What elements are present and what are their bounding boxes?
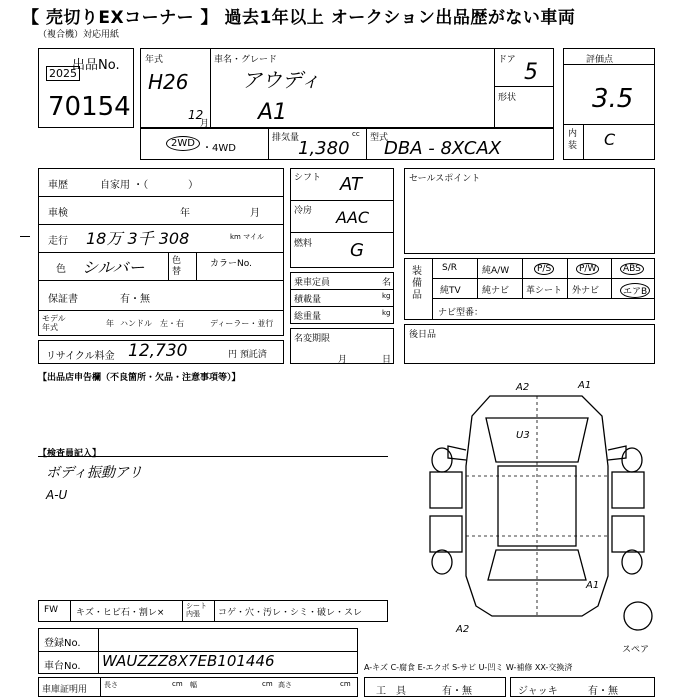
- mileage-units: km マイル: [230, 233, 264, 241]
- inspector-line1: ボディ振動アリ: [46, 465, 143, 481]
- history-options: 自家用 ・（ ）: [100, 180, 199, 191]
- drive-4wd: ・4WD: [202, 143, 236, 154]
- shift-label: シフト: [294, 173, 322, 183]
- tools-label: 工 具: [376, 686, 406, 697]
- navi-label: ナビ型番：: [438, 308, 484, 318]
- car-diagram: [412, 376, 662, 636]
- header-subnote: （複合機）対応用紙: [38, 30, 120, 40]
- inspection-year: 年: [180, 208, 190, 219]
- score-value: 3.5: [592, 84, 634, 114]
- color-no-label: カラーNo.: [210, 259, 252, 269]
- mileage-label: 走行: [48, 236, 68, 247]
- score-label: 評価点: [586, 55, 614, 65]
- equip-item: エアB: [620, 283, 650, 298]
- seat-label: シート内張: [186, 602, 207, 618]
- reg-label: 登録No.: [44, 638, 81, 649]
- vin-value: WAUZZZ8X7EB101446: [102, 652, 275, 670]
- warranty-value: 有・無: [120, 294, 150, 305]
- warranty-label: 保証書: [48, 294, 78, 305]
- inspector-line2: A-U: [46, 488, 68, 502]
- color-change: 色替: [172, 256, 182, 277]
- equip-item: 外ナビ: [572, 286, 600, 296]
- displacement-label: 排気量: [272, 133, 300, 143]
- model-value: DBA - 8XCAX: [384, 138, 502, 159]
- grade-value: A1: [258, 100, 288, 125]
- mileage-value: 18万 3千 308: [86, 229, 190, 248]
- diagram-mark: A2: [516, 382, 530, 393]
- equip-item: P/S: [534, 263, 554, 275]
- recycle-unit: 円 預託済: [228, 350, 267, 360]
- equip-item: 純ナビ: [482, 286, 510, 296]
- width-label: 幅: [190, 681, 197, 689]
- equip-item: S/R: [442, 263, 457, 273]
- capacity-unit: 名: [382, 278, 392, 288]
- lot-year-tag: 2025: [46, 66, 80, 81]
- self-report-label: 【出品店申告欄（不良箇所・欠品・注意事項等）】: [38, 373, 241, 383]
- dealer-label: ディーラー・並行: [210, 319, 274, 328]
- displacement-unit: cc: [352, 130, 360, 138]
- load-unit: kg: [382, 292, 391, 300]
- sales-points-label: セールスポイント: [409, 174, 481, 184]
- doors-label: ドア: [498, 55, 516, 65]
- model-year-label: モデル年式: [42, 314, 66, 332]
- seat-value: コゲ・穴・汚レ・シミ・破レ・スレ: [218, 608, 363, 618]
- recycle-value: 12,730: [128, 341, 188, 361]
- rename-month: 月: [338, 355, 348, 365]
- diagram-mark: A2: [456, 624, 470, 635]
- arrival-label: 後日品: [409, 330, 437, 340]
- color-label: 色: [56, 264, 66, 275]
- capacity-label: 乗車定員: [294, 278, 331, 288]
- model-year-unit: 年: [106, 319, 114, 328]
- defect-legend: A-キズ C-腐食 E-エクボ S-サビ U-凹ミ W-補修 XX-交換済: [364, 663, 573, 672]
- load-label: 積載量: [294, 295, 322, 305]
- aircon-label: 冷房: [294, 206, 313, 216]
- inspection-label: 車検: [48, 208, 68, 219]
- inspection-month: 月: [250, 208, 260, 219]
- inspector-label: 【検査員記入】: [38, 449, 102, 459]
- equip-item: 革シート: [526, 286, 563, 296]
- equip-item: 純A/W: [482, 266, 510, 276]
- gross-unit: kg: [382, 309, 391, 317]
- fw-label: FW: [44, 605, 59, 615]
- handle-value: 左・右: [160, 319, 184, 328]
- shift-value: AT: [340, 174, 362, 195]
- jack-label: ジャッキ: [518, 686, 558, 697]
- fw-value: キズ・ヒビ石・割レ×: [76, 608, 165, 618]
- diagram-mark: A1: [586, 580, 600, 591]
- color-value: シルバー: [82, 258, 145, 277]
- history-label: 車歴: [48, 180, 68, 191]
- spare-label: スペア: [622, 645, 650, 655]
- model-label: 型式: [370, 133, 389, 143]
- tools-value: 有・無: [442, 686, 472, 697]
- length-label: 長さ: [104, 681, 118, 689]
- displacement-value: 1,380: [298, 138, 350, 159]
- equip-label: 装備品: [412, 266, 422, 301]
- year-label: 年式: [145, 55, 164, 65]
- equip-item: P/W: [576, 263, 599, 275]
- vin-label: 車台No.: [44, 661, 81, 672]
- gross-label: 総重量: [294, 312, 322, 322]
- jack-value: 有・無: [588, 686, 618, 697]
- drive-2wd: 2WD: [166, 136, 200, 151]
- month-value: 12: [188, 108, 204, 122]
- doors-value: 5: [524, 60, 538, 85]
- length-cm: cm: [172, 680, 183, 688]
- name-value: アウディ: [242, 68, 321, 92]
- fuel-label: 燃料: [294, 239, 313, 249]
- lot-number: 70154: [48, 92, 131, 122]
- header-title: 【 売切りEXコーナー 】 過去1年以上 オークション出品歴がない車両: [22, 8, 576, 28]
- handle-label: ハンドル: [120, 319, 152, 328]
- shape-label: 形状: [498, 93, 517, 103]
- aircon-value: AAC: [336, 208, 370, 227]
- height-label: 高さ: [278, 681, 292, 689]
- diagram-mark: A1: [578, 380, 592, 391]
- height-cm: cm: [340, 680, 351, 688]
- margin-tick: [20, 236, 30, 237]
- rename-label: 名変期限: [294, 334, 331, 344]
- arrival-box: [404, 324, 655, 364]
- year-value: H26: [148, 70, 189, 94]
- width-cm: cm: [262, 680, 273, 688]
- interior-value: C: [604, 130, 616, 149]
- lot-label: 出品No.: [72, 58, 120, 73]
- month-unit: 月: [200, 119, 210, 129]
- diagram-mark: U3: [516, 430, 530, 441]
- cert-label: 車庫証明用: [42, 685, 88, 695]
- rename-day: 日: [382, 355, 392, 365]
- name-label: 車名・グレード: [214, 55, 278, 65]
- equip-item: ABS: [620, 263, 644, 275]
- fuel-value: G: [350, 240, 364, 261]
- recycle-label: リサイクル料金: [46, 351, 115, 362]
- equip-item: 純TV: [440, 286, 461, 296]
- interior-label: 内装: [568, 129, 578, 151]
